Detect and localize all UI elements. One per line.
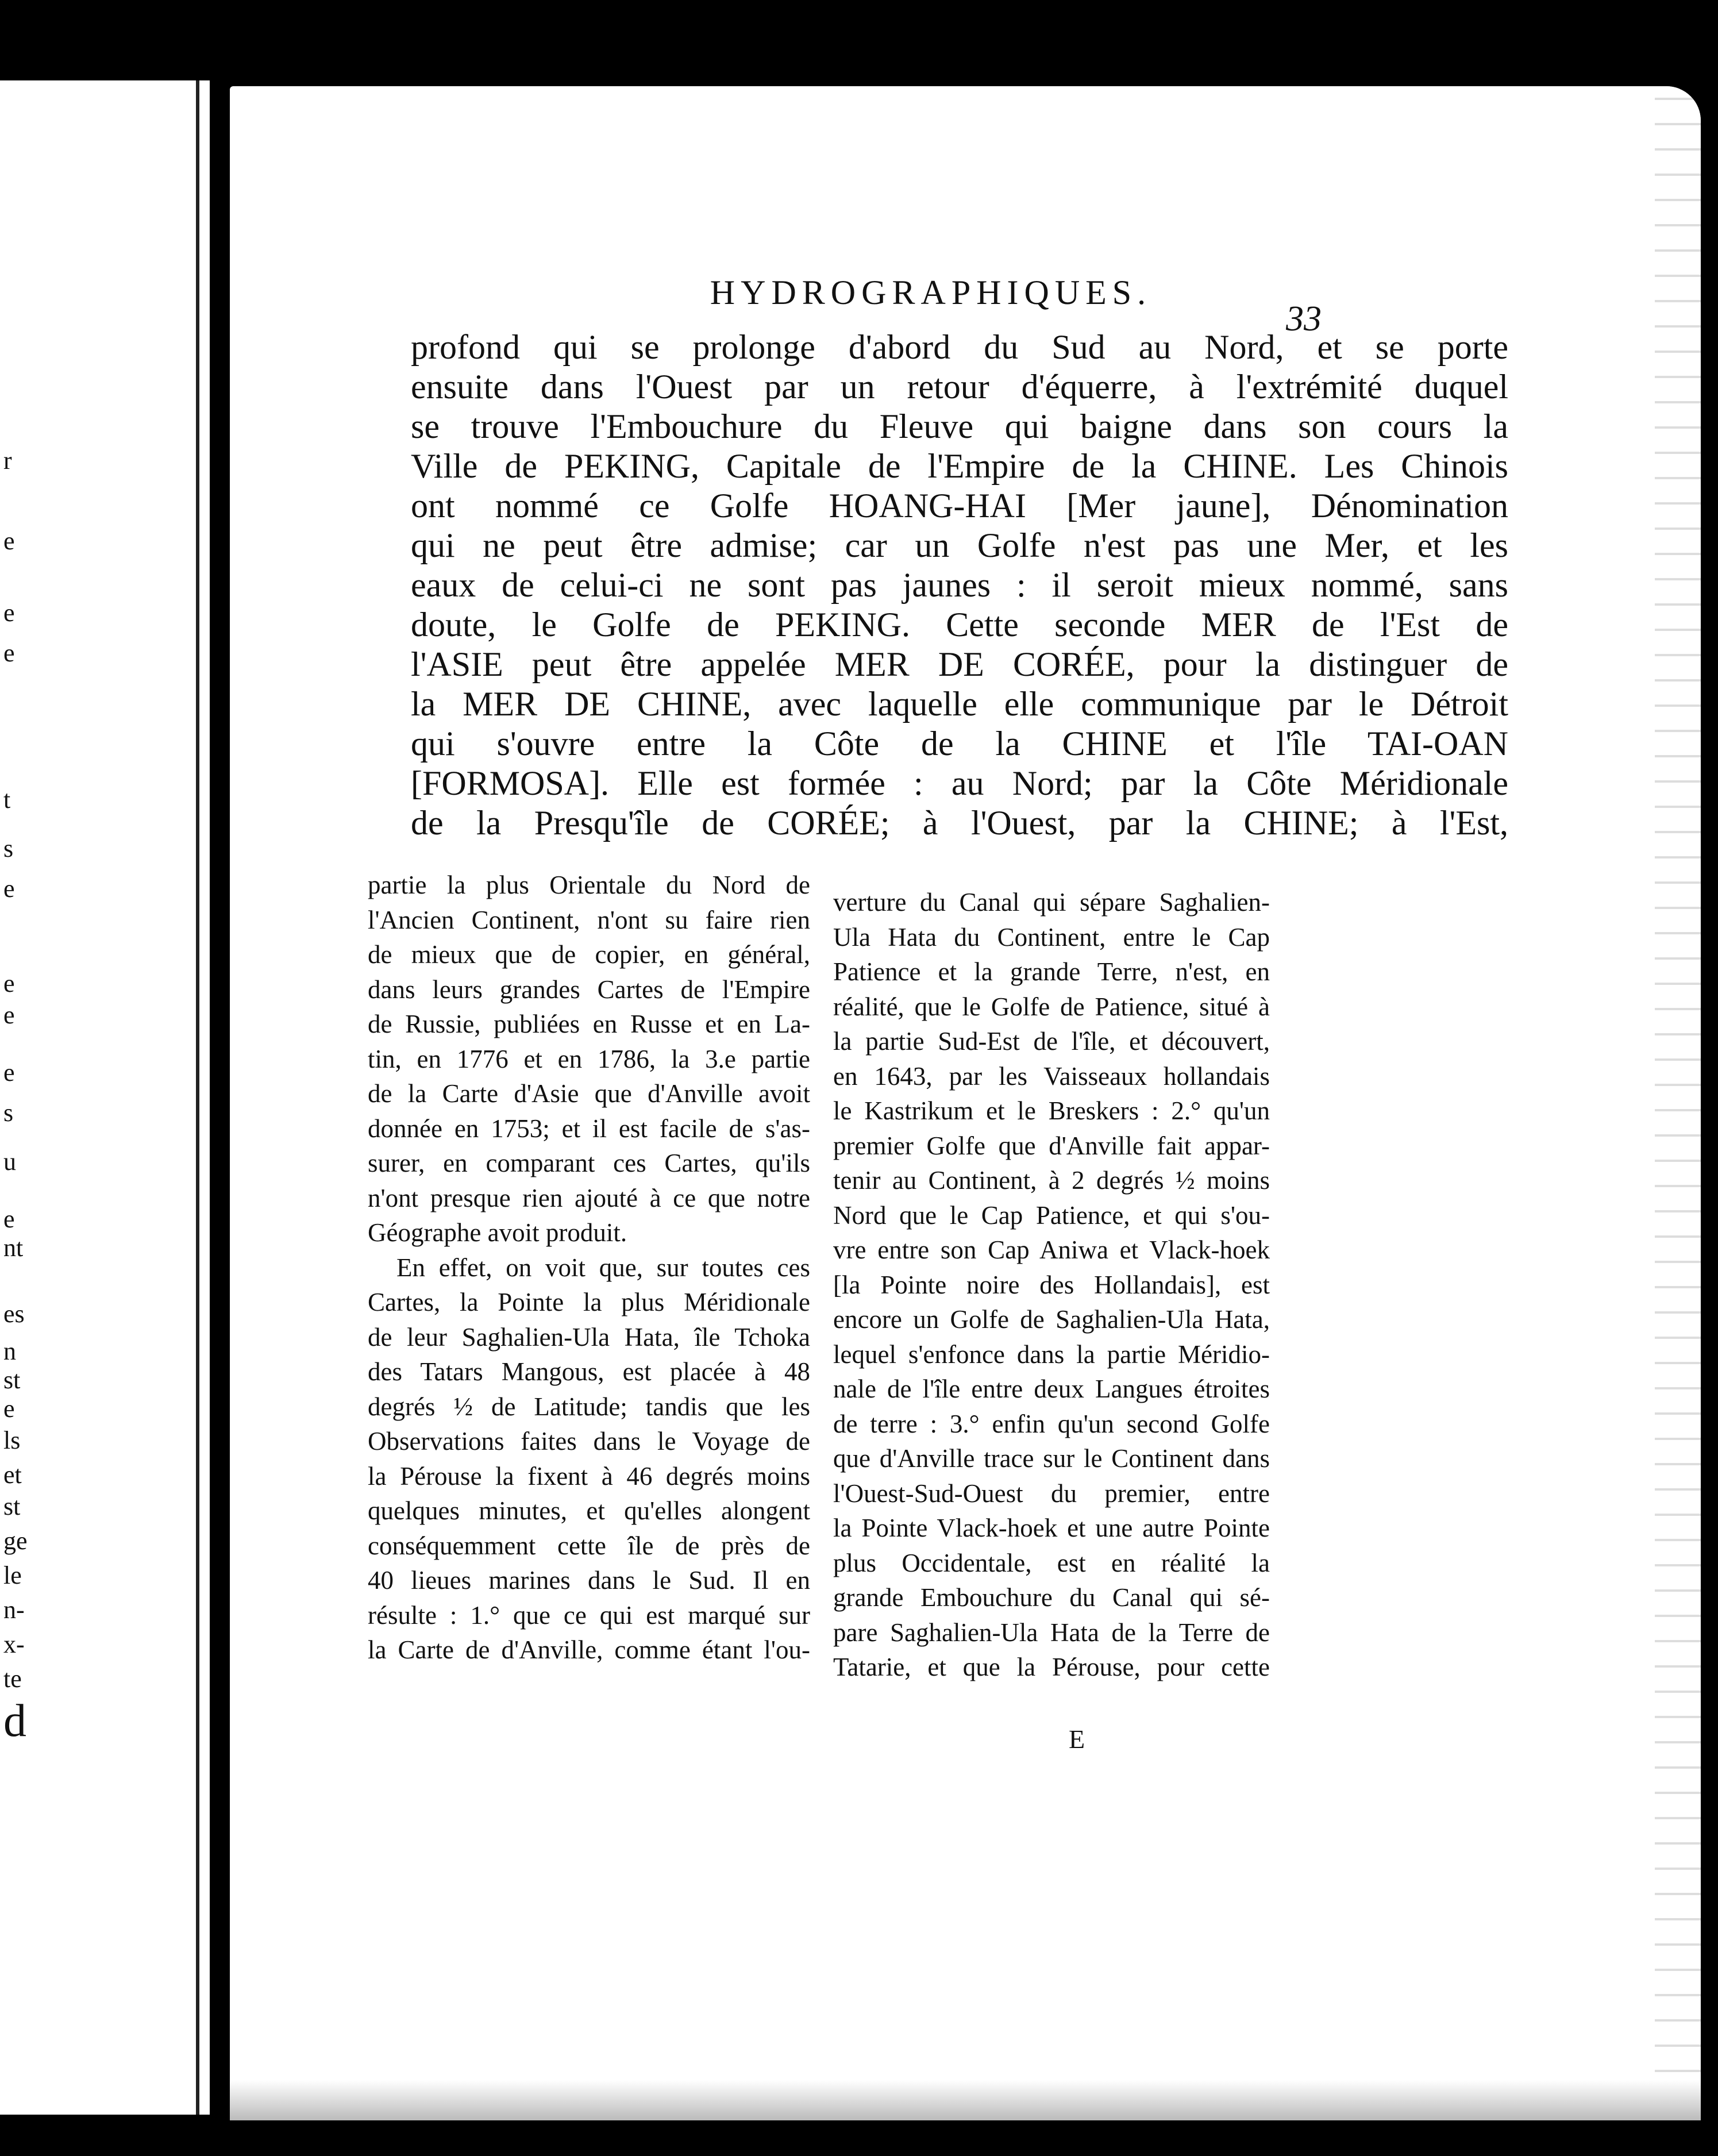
facing-page-fragment: e	[3, 527, 15, 555]
text-line: vre entre son Cap Aniwa et Vlack-hoek	[833, 1235, 1270, 1264]
text-line: la Pointe Vlack-hoek et une autre Pointe	[833, 1514, 1270, 1542]
facing-page-fragment: et	[3, 1461, 22, 1489]
facing-page-fragment: e	[3, 875, 15, 903]
text-line: de la Presqu'île de CORÉE; à l'Ouest, par la CHINE; à l'Est,	[411, 804, 1508, 842]
text-line: [FORMOSA]. Elle est formée : au Nord; par la Côte Méridionale	[411, 764, 1508, 802]
text-line: ont nommé ce Golfe HOANG-HAI [Mer jaune], Dénomination	[411, 487, 1508, 525]
page-number: 33	[1286, 299, 1322, 338]
text-line: Ula Hata du Continent, entre le Cap	[833, 922, 1270, 952]
text-line: Cartes, la Pointe la plus Méridionale	[368, 1288, 810, 1316]
text-line: verture du Canal qui sépare Saghalien-	[833, 888, 1270, 917]
text-line: tin, en 1776 et en 1786, la 3.e partie	[368, 1044, 810, 1073]
text-line: qui s'ouvre entre la Côte de la CHINE et l'île TAI-OAN	[411, 725, 1508, 763]
text-line: dans leurs grandes Cartes de l'Empire	[368, 975, 810, 1004]
facing-page-fragment: st	[3, 1492, 21, 1520]
facing-page-fragment: t	[3, 786, 11, 814]
text-line: de Russie, publiées en Russe et en La-	[368, 1010, 810, 1038]
text-line: de leur Saghalien-Ula Hata, île Tchoka	[368, 1322, 810, 1352]
text-line: nale de l'île entre deux Langues étroites	[833, 1375, 1270, 1403]
facing-page-fragment: te	[3, 1665, 22, 1693]
facing-page-fragment: st	[3, 1366, 21, 1394]
facing-page-fragment: ge	[3, 1527, 28, 1555]
text-line: eaux de celui-ci ne sont pas jaunes : il seroit mieux nommé, sans	[411, 566, 1508, 604]
text-line: de mieux que de copier, en général,	[368, 940, 810, 969]
facing-page-fragment: s	[3, 834, 14, 863]
text-line: l'Ancien Continent, n'ont su faire rien	[368, 905, 810, 934]
page-gutter-line	[196, 80, 199, 2115]
facing-page-fragment: s	[3, 1099, 14, 1127]
facing-page-fragment: e	[3, 1205, 15, 1233]
facing-page-fragment: n-	[3, 1596, 25, 1624]
text-line: que d'Anville trace sur le Continent dans	[833, 1444, 1270, 1473]
text-line: surer, en comparant ces Cartes, qu'ils	[368, 1149, 810, 1177]
facing-page-fragment: n	[3, 1337, 16, 1365]
running-head: HYDROGRAPHIQUES.	[710, 274, 1152, 311]
text-line: la partie Sud-Est de l'île, et découvert,	[833, 1027, 1270, 1056]
facing-page-fragment: d	[3, 1696, 26, 1746]
text-line: grande Embouchure du Canal qui sé-	[833, 1583, 1270, 1612]
text-line: 40 lieues marines dans le Sud. Il en	[368, 1566, 810, 1595]
text-line: [la Pointe noire des Hollandais], est	[833, 1270, 1270, 1299]
text-line: donnée en 1753; et il est facile de s'as-	[368, 1114, 810, 1143]
text-line: profond qui se prolonge d'abord du Sud au Nord, et se porte	[411, 328, 1508, 366]
text-line: la MER DE CHINE, avec laquelle elle communique par le Détroit	[411, 685, 1508, 723]
facing-page-fragment: e	[3, 1058, 15, 1087]
facing-page-fragment: e	[3, 599, 15, 627]
facing-page-fragment: e	[3, 1395, 15, 1423]
text-line: quelques minutes, et qu'elles alongent	[368, 1496, 810, 1525]
footnote-column-right	[833, 885, 1270, 1685]
text-line: le Kastrikum et le Breskers : 2.° qu'un	[833, 1096, 1270, 1125]
text-line: ensuite dans l'Ouest par un retour d'équerre, à l'extrémité duquel	[411, 368, 1508, 406]
text-line: la Pérouse la fixent à 46 degrés moins	[368, 1461, 810, 1491]
text-line: plus Occidentale, est en réalité la	[833, 1548, 1270, 1577]
page-edge	[1655, 86, 1701, 2120]
text-line: conséquemment cette île de près de	[368, 1531, 810, 1560]
text-line: lequel s'enfonce dans la partie Méridio-	[833, 1339, 1270, 1369]
text-line: degrés ½ de Latitude; tandis que les	[368, 1392, 810, 1421]
text-line: Ville de PEKING, Capitale de l'Empire de la CHINE. Les Chinois	[411, 447, 1508, 485]
text-line: l'ASIE peut être appelée MER DE CORÉE, pour la distinguer de	[411, 645, 1508, 683]
text-line: Tatarie, et que la Pérouse, pour cette	[833, 1653, 1270, 1681]
text-line: Patience et la grande Terre, n'est, en	[833, 957, 1270, 986]
facing-page-fragment: r	[3, 446, 12, 475]
footnote-column-left	[368, 868, 810, 1668]
facing-page-fragment: e	[3, 639, 15, 667]
facing-page-fragment: u	[3, 1148, 16, 1176]
text-line: la Carte de d'Anville, comme étant l'ou-	[368, 1635, 810, 1664]
text-line: pare Saghalien-Ula Hata de la Terre de	[833, 1618, 1270, 1647]
text-line: n'ont presque rien ajouté à ce que notre	[368, 1183, 810, 1212]
text-line: résulte : 1.° que ce qui est marqué sur	[368, 1600, 810, 1630]
main-text-block	[411, 328, 1508, 843]
text-line: premier Golfe que d'Anville fait appar-	[833, 1131, 1270, 1160]
text-line: En effet, on voit que, sur toutes ces	[396, 1253, 810, 1282]
text-line: en 1643, par les Vaisseaux hollandais	[833, 1061, 1270, 1091]
text-line: doute, le Golfe de PEKING. Cette seconde MER de l'Est de	[411, 606, 1508, 644]
facing-page-fragment: e	[3, 969, 15, 998]
text-line: de terre : 3.° enfin qu'un second Golfe	[833, 1409, 1270, 1438]
text-line: se trouve l'Embouchure du Fleuve qui baigne dans son cours la	[411, 407, 1508, 445]
text-line: de la Carte d'Asie que d'Anville avoit	[368, 1079, 810, 1108]
text-line: Géographe avoit produit.	[368, 1218, 627, 1247]
facing-page-fragment: ls	[3, 1426, 21, 1454]
facing-page-fragment: es	[3, 1300, 25, 1328]
facing-page-fragment: nt	[3, 1234, 24, 1262]
facing-page-fragment: le	[3, 1561, 22, 1589]
facing-page-edge	[0, 80, 210, 2115]
text-line: Observations faites dans le Voyage de	[368, 1427, 810, 1456]
text-line: Nord que le Cap Patience, et qui s'ou-	[833, 1200, 1270, 1230]
facing-page-fragment: x-	[3, 1630, 25, 1658]
facing-page-fragment: e	[3, 1001, 15, 1029]
text-line: l'Ouest-Sud-Ouest du premier, entre	[833, 1479, 1270, 1508]
text-line: tenir au Continent, à 2 degrés ½ moins	[833, 1166, 1270, 1195]
text-line: des Tatars Mangous, est placée à 48	[368, 1357, 810, 1386]
signature-mark: E	[1069, 1724, 1085, 1754]
text-line: réalité, que le Golfe de Patience, situé à	[833, 992, 1270, 1021]
text-line: partie la plus Orientale du Nord de	[368, 871, 810, 899]
text-line: encore un Golfe de Saghalien-Ula Hata,	[833, 1305, 1270, 1334]
text-line: qui ne peut être admise; car un Golfe n'est pas une Mer, et les	[411, 526, 1508, 564]
book-page	[230, 86, 1701, 2120]
page-bottom-shadow	[230, 2080, 1701, 2120]
